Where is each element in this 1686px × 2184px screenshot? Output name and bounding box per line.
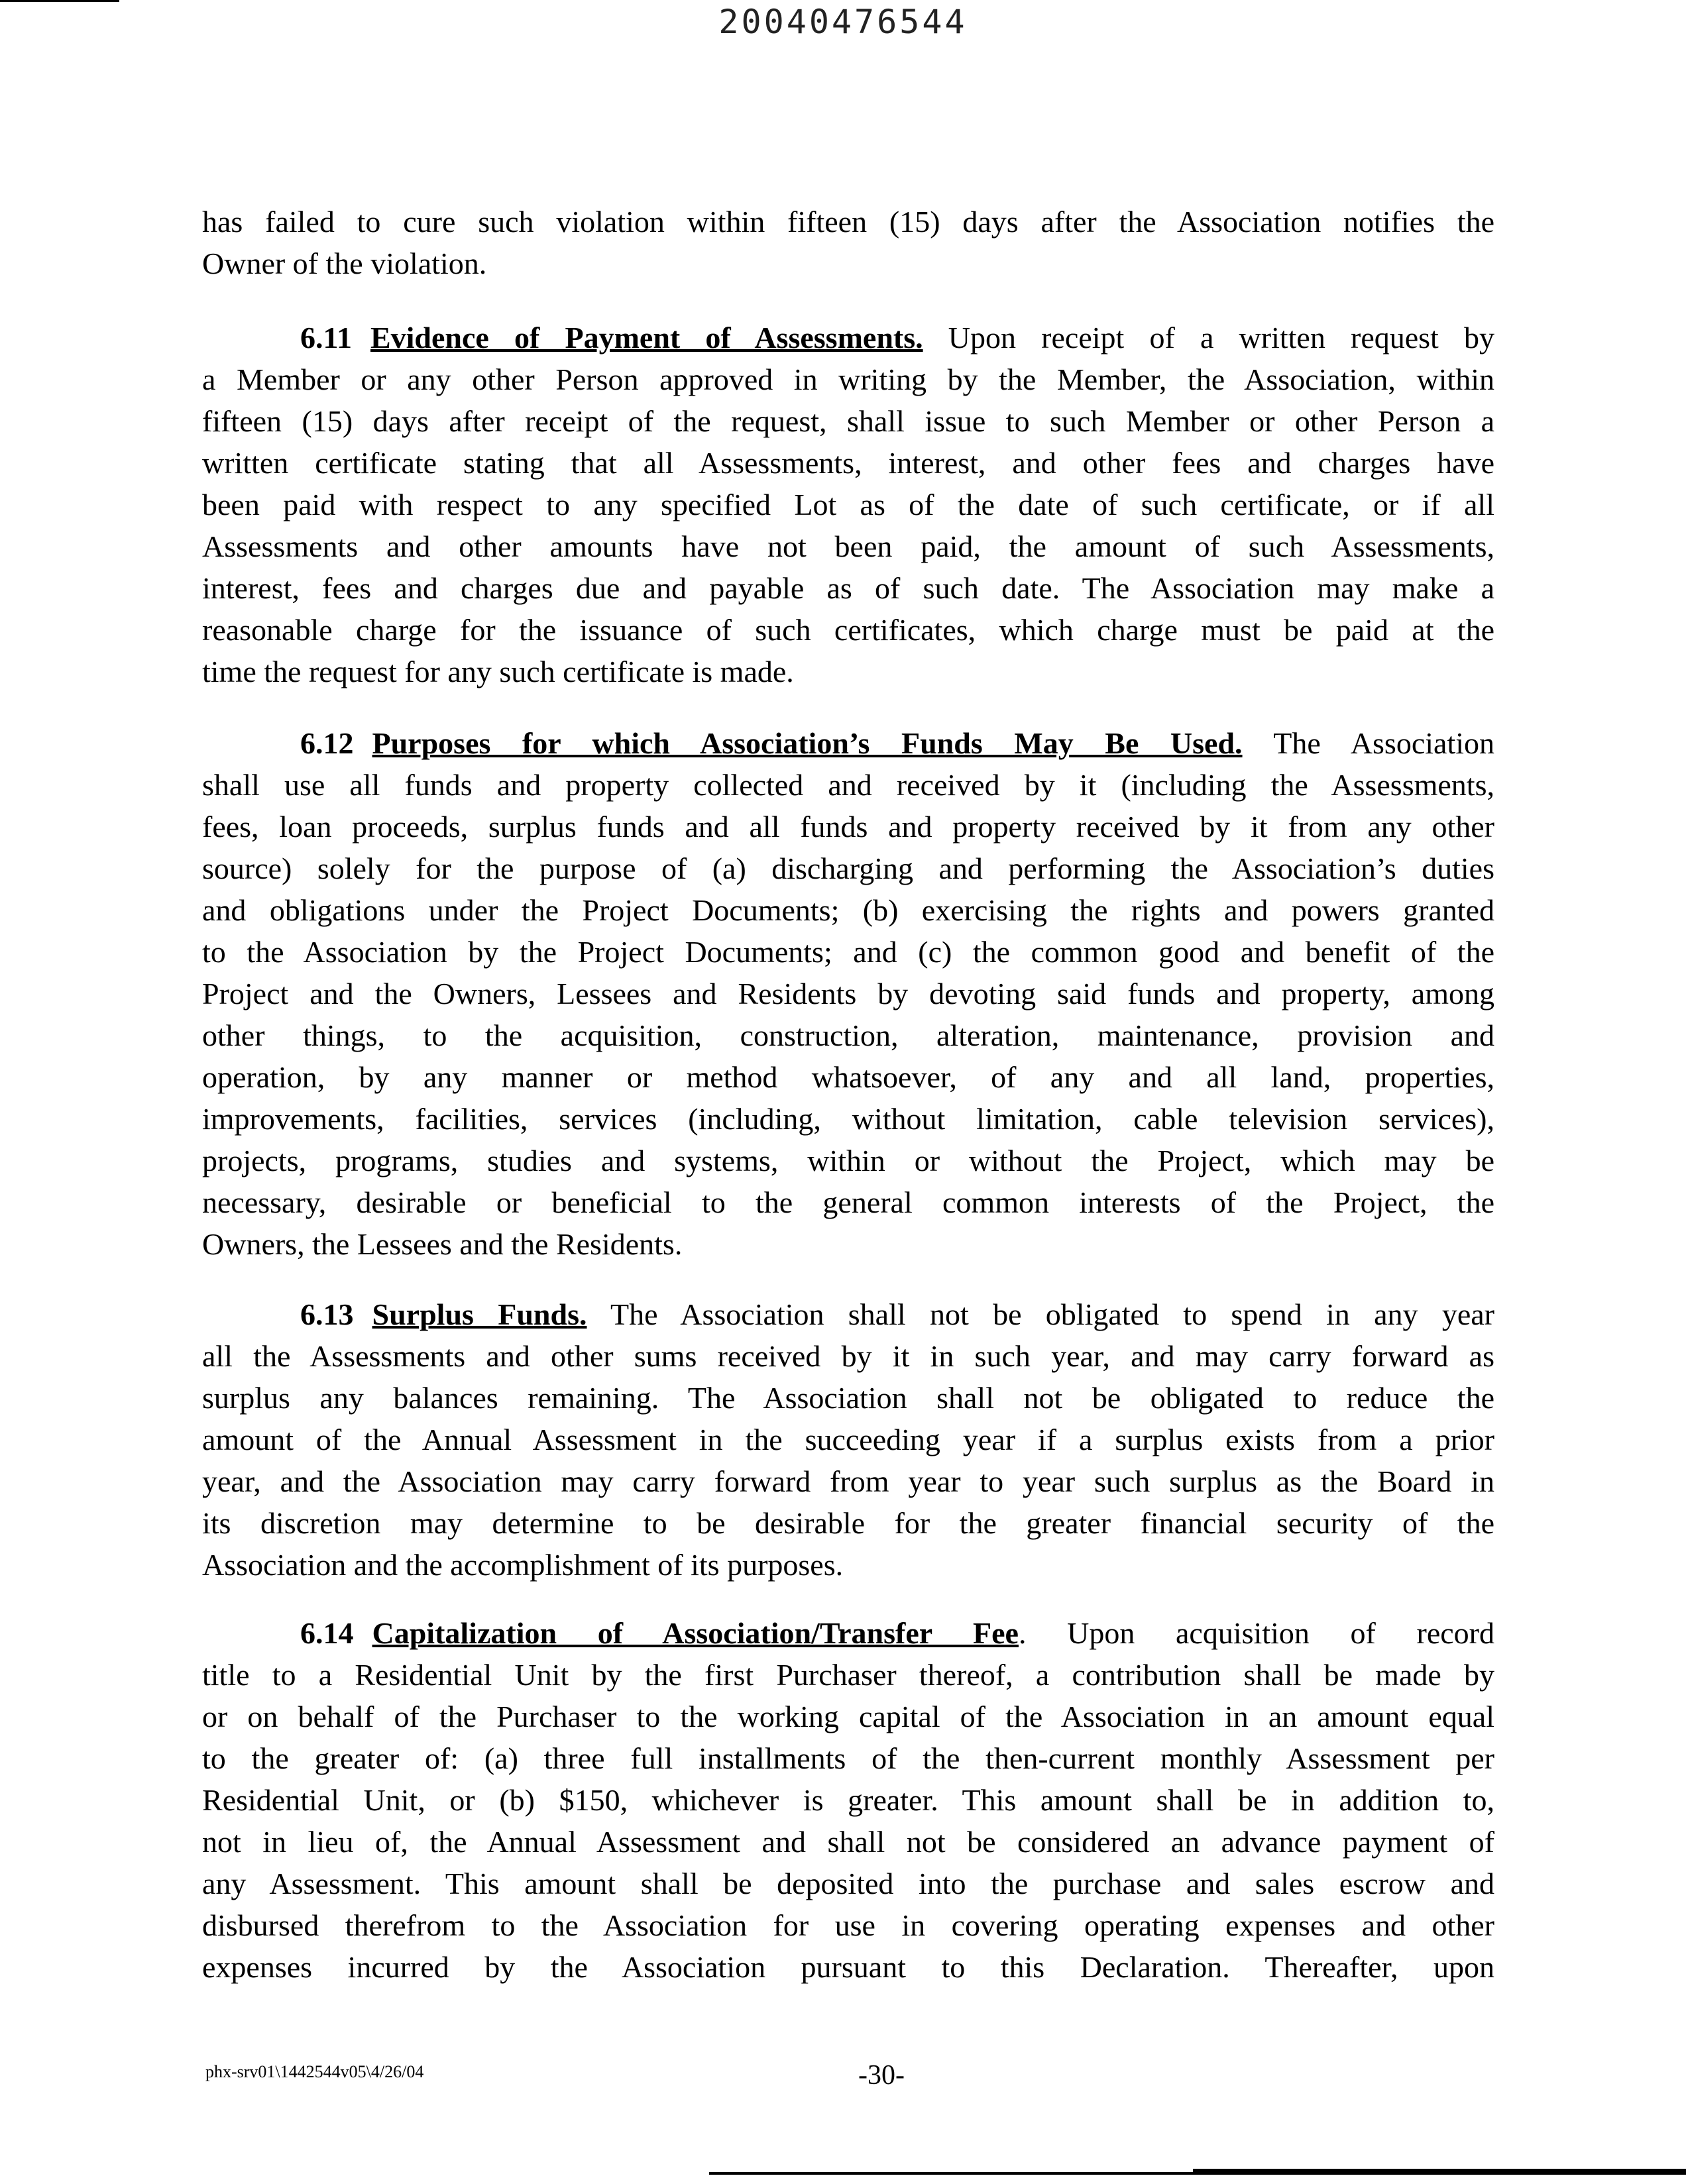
text-line: time the request for any such certificate is made. [202,655,794,688]
text-line: and obligations under the Project Documents; (b) exercising the rights and powers granted [202,893,1494,927]
section-number: 6.11 [300,321,352,355]
text-line: shall use all funds and property collected and received by it (including the Assessments, [202,768,1494,802]
text-line: fees, loan proceeds, surplus funds and all funds and property received by it from any other [202,810,1494,844]
section-number: 6.12 [300,726,354,760]
scan-edge-line [709,2172,1686,2175]
text-line: not in lieu of, the Annual Assessment and shall not be considered an advance payment of [202,1825,1494,1859]
section-heading: Capitalization of Association/Transfer Fee [372,1616,1019,1650]
text-line: any Assessment. This amount shall be deposited into the purchase and sales escrow and [202,1867,1494,1900]
scan-edge-line [0,0,119,2]
text-line: operation, by any manner or method whatsoever, of any and all land, properties, [202,1060,1494,1094]
section-text: Upon receipt of a written request by [923,321,1494,355]
text-line: Owner of the violation. [202,246,487,280]
text-line: improvements, facilities, services (including, without limitation, cable television services), [202,1102,1494,1136]
paragraph-continuation [202,201,1494,284]
text-line: its discretion may determine to be desirable for the greater financial security of the [202,1506,1494,1540]
section-first-line [202,1293,1494,1335]
section-6-11 [202,317,1494,692]
section-heading: Surplus Funds. [372,1297,587,1331]
text-line: fifteen (15) days after receipt of the request, shall issue to such Member or other Person a [202,404,1494,438]
text-line: title to a Residential Unit by the first Purchaser thereof, a contribution shall be made by [202,1658,1494,1692]
text-line: Project and the Owners, Lessees and Residents by devoting said funds and property, among [202,977,1494,1010]
text-line: reasonable charge for the issuance of such certificates, which charge must be paid at the [202,613,1494,647]
recording-number: 20040476544 [718,3,968,41]
text-line: other things, to the acquisition, construction, alteration, maintenance, provision and [202,1018,1494,1052]
section-heading: Purposes for which Association’s Funds May Be Used. [372,726,1243,760]
section-first-line [202,722,1494,764]
page-number: -30- [858,2060,905,2091]
section-text: . Upon acquisition of record [1018,1616,1494,1650]
section-text: The Association [1242,726,1495,760]
scan-edge-line [1193,2169,1686,2172]
section-6-13 [202,1293,1494,1586]
text-line: surplus any balances remaining. The Association shall not be obligated to reduce the [202,1381,1494,1415]
section-first-line [202,317,1494,358]
text-line: Residential Unit, or (b) $150, whichever is greater. This amount shall be in addition to, [202,1783,1494,1817]
text-line: disbursed therefrom to the Association for use in covering operating expenses and other [202,1908,1494,1942]
section-6-12 [202,722,1494,1265]
footer-document-id: phx-srv01\1442544v05\4/26/04 [205,2062,424,2081]
text-line: to the Association by the Project Documents; and (c) the common good and benefit of the [202,935,1494,969]
text-line: expenses incurred by the Association pursuant to this Declaration. Thereafter, upon [202,1950,1494,1984]
text-line: Owners, the Lessees and the Residents. [202,1227,683,1261]
text-line: source) solely for the purpose of (a) discharging and performing the Association’s duties [202,851,1494,885]
section-6-14 [202,1612,1494,1988]
text-line: year, and the Association may carry forward from year to year such surplus as the Board in [202,1464,1494,1498]
section-heading: Evidence of Payment of Assessments. [370,321,923,355]
section-text: The Association shall not be obligated to spend in any year [587,1297,1494,1331]
text-line: written certificate stating that all Assessments, interest, and other fees and charges have [202,446,1494,480]
text-line: or on behalf of the Purchaser to the working capital of the Association in an amount equal [202,1700,1494,1733]
section-number: 6.14 [300,1616,354,1650]
text-line: projects, programs, studies and systems, within or without the Project, which may be [202,1144,1494,1177]
text-line: has failed to cure such violation within fifteen (15) days after the Association notifies the [202,205,1494,239]
text-line: a Member or any other Person approved in writing by the Member, the Association, within [202,362,1494,396]
text-line: been paid with respect to any specified Lot as of the date of such certificate, or if all [202,488,1494,521]
section-number: 6.13 [300,1297,354,1331]
text-line: all the Assessments and other sums received by it in such year, and may carry forward as [202,1339,1494,1373]
text-line: interest, fees and charges due and payable as of such date. The Association may make a [202,571,1494,605]
text-line: to the greater of: (a) three full installments of the then-current monthly Assessment per [202,1741,1494,1775]
text-line: necessary, desirable or beneficial to the general common interests of the Project, the [202,1185,1494,1219]
text-line: Assessments and other amounts have not been paid, the amount of such Assessments, [202,529,1494,563]
section-first-line [202,1612,1494,1654]
text-line: Association and the accomplishment of its purposes. [202,1548,844,1582]
text-line: amount of the Annual Assessment in the succeeding year if a surplus exists from a prior [202,1423,1494,1456]
